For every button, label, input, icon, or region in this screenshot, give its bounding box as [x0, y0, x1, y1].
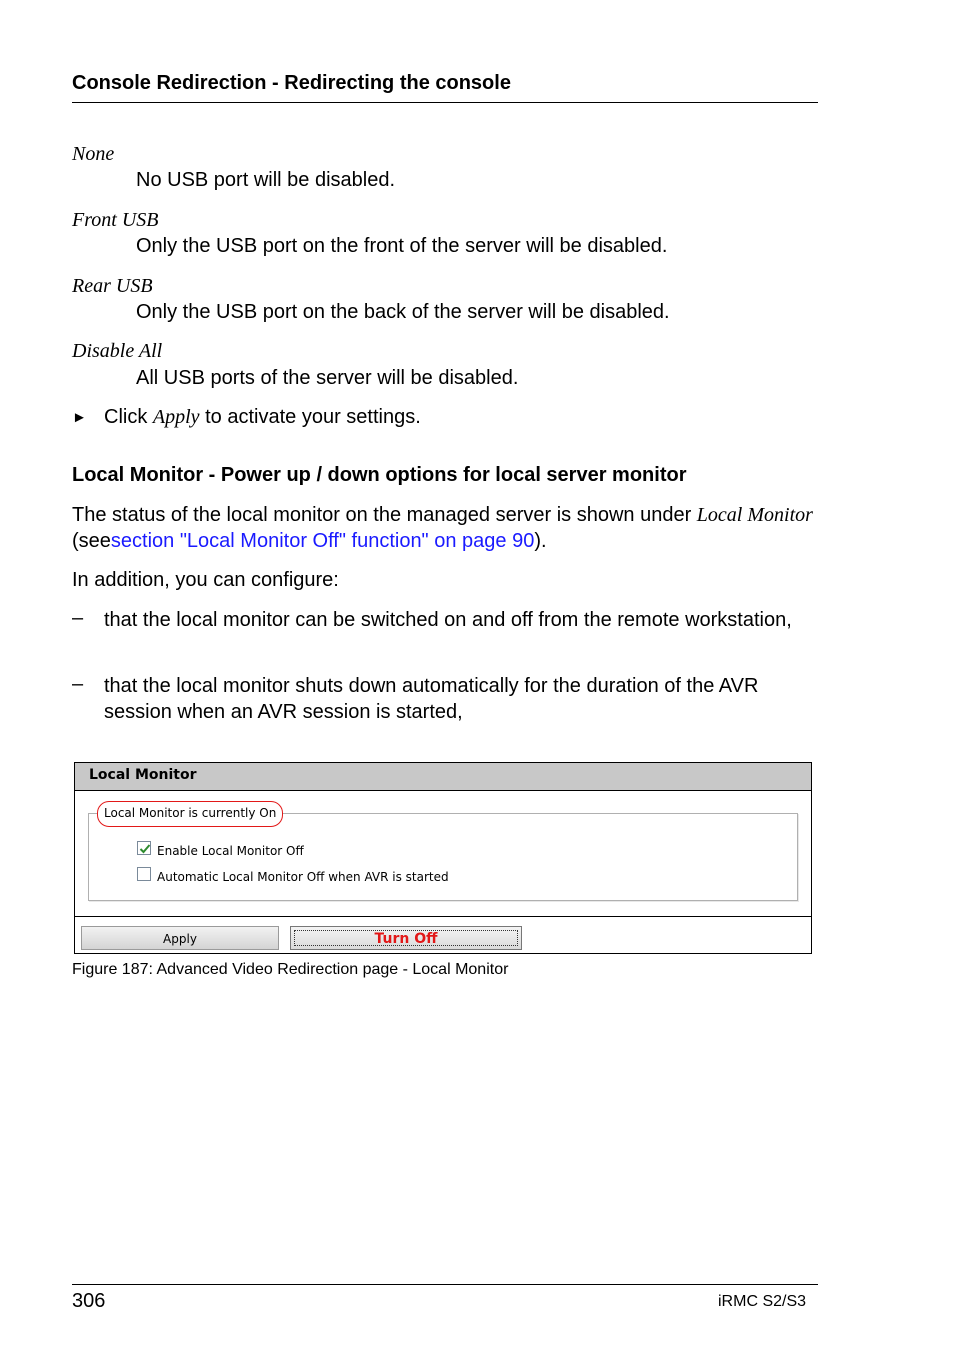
checkmark-icon — [138, 842, 152, 856]
option-desc-rear-usb: Only the USB port on the back of the server will be disabled. — [136, 301, 670, 323]
section-para-1 — [72, 502, 818, 554]
para1-term: Local Monitor — [696, 504, 813, 526]
step-pre: Click — [104, 406, 148, 428]
figure-caption: Figure 187: Advanced Video Redirection page - Local Monitor — [72, 961, 509, 978]
cross-reference-link[interactable]: section "Local Monitor Off" function" on page 90 — [110, 530, 535, 552]
product-name: iRMC S2/S3 — [718, 1293, 807, 1310]
option-term-none: None — [72, 143, 115, 165]
panel-title: Local Monitor — [89, 767, 197, 783]
list-item: that the local monitor can be switched on and off from the remote workstation, — [104, 609, 792, 631]
turn-off-label: Turn Off — [374, 931, 438, 947]
turn-off-button[interactable] — [290, 926, 522, 950]
section-para-2: In addition, you can configure: — [72, 569, 339, 591]
status-legend: Local Monitor is currently On — [97, 801, 283, 827]
list-marker: – — [72, 673, 84, 695]
para1-pre: The status of the local monitor on the managed server is shown under — [72, 504, 692, 526]
enable-local-monitor-off-label: Enable Local Monitor Off — [157, 844, 304, 858]
page-header-title: Console Redirection - Redirecting the console — [72, 72, 511, 94]
panel-divider — [75, 916, 811, 917]
automatic-local-monitor-off-checkbox[interactable] — [137, 867, 151, 881]
header-rule — [72, 102, 818, 103]
apply-button[interactable]: Apply — [81, 926, 279, 950]
step-text — [104, 406, 421, 429]
page-number: 306 — [72, 1290, 106, 1312]
list-item: that the local monitor shuts down automatically for the duration of the AVR session when an AVR session is started, — [104, 675, 759, 723]
para1-mid: (see — [72, 530, 111, 552]
local-monitor-panel — [74, 762, 812, 954]
step-term: Apply — [152, 406, 200, 428]
option-term-rear-usb: Rear USB — [72, 275, 153, 297]
section-heading: Local Monitor - Power up / down options for local server monitor — [72, 464, 687, 486]
list-marker: – — [72, 607, 84, 629]
step-arrow-icon: ► — [72, 409, 87, 426]
option-term-front-usb: Front USB — [72, 209, 159, 231]
option-desc-none: No USB port will be disabled. — [136, 169, 396, 191]
panel-header — [75, 763, 811, 791]
footer-rule — [72, 1284, 818, 1285]
step-post: to activate your settings. — [205, 406, 421, 428]
option-desc-disable-all: All USB ports of the server will be disabled. — [136, 367, 519, 389]
automatic-local-monitor-off-label: Automatic Local Monitor Off when AVR is started — [157, 870, 449, 884]
option-desc-front-usb: Only the USB port on the front of the server will be disabled. — [136, 235, 668, 257]
enable-local-monitor-off-checkbox[interactable] — [137, 841, 151, 855]
para1-post: ). — [534, 530, 547, 552]
option-term-disable-all: Disable All — [72, 340, 163, 362]
